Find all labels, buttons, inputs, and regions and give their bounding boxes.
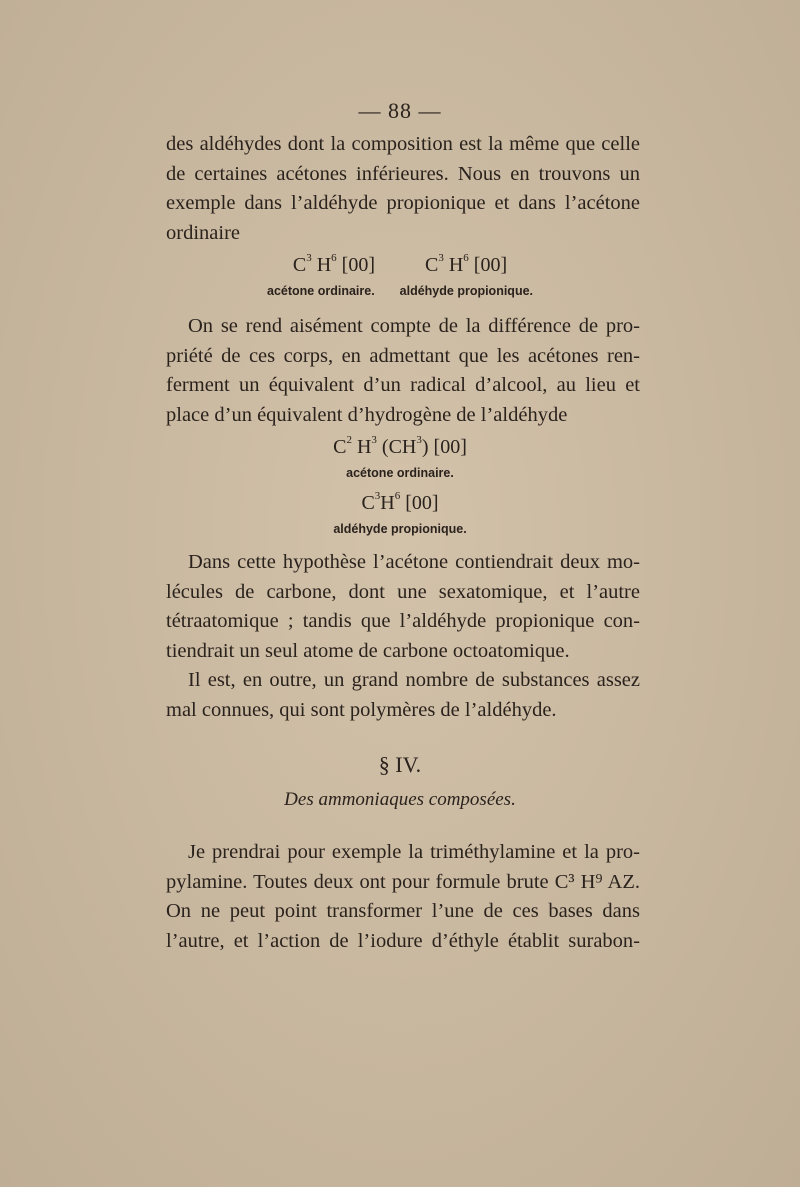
formula-1-left: $C^3$ $H^6$ [00] bbox=[292, 252, 375, 276]
text-line: pylamine. Toutes deux ont pour formule brute C³ H⁹ AZ. bbox=[166, 870, 640, 893]
text-line: lécules de carbone, dont une sexatomique, et l’autre bbox=[166, 580, 640, 603]
text-line: des aldéhydes dont la composition est la même que celle bbox=[166, 133, 640, 155]
paragraph-1 bbox=[166, 130, 640, 248]
text-line: Dans cette hypothèse l’acétone contiendrait deux mo- bbox=[188, 551, 640, 573]
section-number: § IV. bbox=[378, 752, 422, 777]
paragraph-2 bbox=[166, 312, 640, 430]
formula-2-caption: acétone ordinaire. bbox=[346, 466, 454, 480]
formula-1-captions bbox=[0, 284, 800, 298]
formula-3-caption: aldéhyde propionique. bbox=[333, 522, 467, 536]
text-line: Je prendrai pour exemple la triméthylamine et la pro- bbox=[188, 841, 640, 863]
formula-1-right: $C^3$ $H^6$ [00] bbox=[425, 252, 508, 276]
text-line: Il est, en outre, un grand nombre de substances assez bbox=[188, 669, 640, 691]
text-line: exemple dans l’aldéhyde propionique et dans l’acétone bbox=[166, 192, 640, 214]
text-line: ordinaire bbox=[166, 221, 240, 244]
text-line: de certaines acétones inférieures. Nous en trouvons un bbox=[166, 162, 640, 185]
paragraph-3 bbox=[166, 548, 640, 666]
text-line: ferment un équivalent d’un radical d’alcool, au lieu et bbox=[166, 374, 640, 396]
paragraph-4 bbox=[166, 666, 640, 725]
text-line: l’autre, et l’action de l’iodure d’éthyle établit surabon- bbox=[166, 929, 640, 952]
text-line: On ne peut point transformer l’une de ces bases dans bbox=[166, 900, 640, 922]
formula-1 bbox=[0, 254, 800, 277]
text-line: priété de ces corps, en admettant que les acétones ren- bbox=[166, 344, 640, 367]
text-line: On se rend aisément compte de la différence de pro- bbox=[188, 315, 640, 337]
text-line: tiendrait un seul atome de carbone octoatomique. bbox=[166, 639, 570, 662]
formula-1-caption-left: acétone ordinaire. bbox=[267, 284, 375, 298]
text-line: tétraatomique ; tandis que l’aldéhyde propionique con- bbox=[166, 610, 640, 632]
page-number: — 88 — bbox=[358, 98, 442, 123]
paragraph-5 bbox=[166, 838, 640, 956]
section-title: Des ammoniaques composées. bbox=[284, 789, 516, 810]
formula-1-caption-right: aldéhyde propionique. bbox=[399, 284, 533, 298]
text-line: place d’un équivalent d’hydrogène de l’aldéhyde bbox=[166, 403, 568, 426]
formula-2: $C^2$ $H^3$ $(CH^3)$ [00] bbox=[333, 434, 467, 458]
text-line: mal connues, qui sont polymères de l’aldéhyde. bbox=[166, 698, 557, 721]
formula-3: $C^3H^6$ [00] bbox=[361, 490, 439, 514]
